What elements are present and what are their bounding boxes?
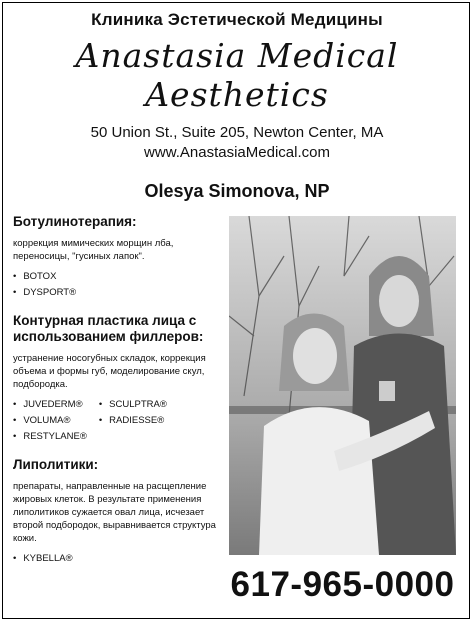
product-list [13, 397, 87, 445]
list-item: • RADIESSE® [99, 413, 167, 429]
practitioner-name: Olesya Simonova, NP [144, 181, 330, 201]
list-item: • JUVEDERM® [13, 397, 87, 413]
list-item: • BOTOX [13, 269, 218, 285]
product-columns [13, 397, 218, 445]
product-list [99, 397, 167, 445]
brand-logo [0, 36, 474, 114]
list-item: • SCULPTRA® [99, 397, 167, 413]
clinic-name: Клиника Эстетической Медицины [91, 10, 383, 29]
portrait-illustration [229, 216, 456, 555]
list-item: • RESTYLANE® [13, 429, 87, 445]
list-item: • VOLUMA® [13, 413, 87, 429]
list-item: • DYSPORT® [13, 285, 218, 301]
services-column [13, 214, 218, 579]
section-title: Липолитики: [13, 457, 99, 472]
section-lipolytics [13, 457, 218, 567]
brand-logo-text: Anastasia Medical Aesthetics [75, 36, 399, 114]
product-list [13, 269, 218, 301]
section-title: Ботулинотерапия: [13, 214, 137, 229]
section-description: коррекция мимических морщин лба, переносицы, "гусиных лапок". [13, 238, 174, 262]
section-description: препараты, направленные на расщепление жировых клеток. В результате применения липолитиков сужается овал лица, исчезает второй подбородок, выравнивается структура кожи. [13, 481, 216, 544]
clinic-address: 50 Union St., Suite 205, Newton Center, MA [90, 124, 384, 141]
section-description: устранение носогубных складок, коррекция объема и формы губ, моделирование скул, подбородка. [13, 353, 206, 390]
section-fillers [13, 313, 218, 445]
flyer-header [0, 10, 474, 202]
section-title: Контурная пластика лица с использованием филлеров: [13, 313, 204, 344]
phone-number[interactable]: 617-965-0000 [230, 565, 455, 604]
portrait-photo [229, 216, 456, 555]
list-item: • KYBELLA® [13, 551, 218, 567]
clinic-website[interactable]: www.AnastasiaMedical.com [144, 144, 330, 161]
product-list [13, 551, 218, 567]
section-botox [13, 214, 218, 301]
